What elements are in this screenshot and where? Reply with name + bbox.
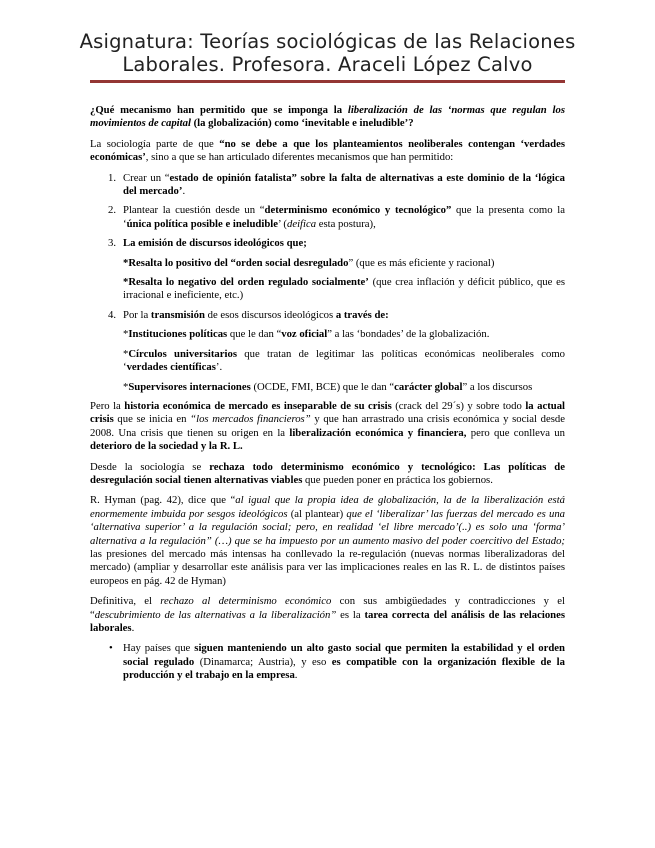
text-run: * xyxy=(123,380,129,393)
paragraph-intro xyxy=(90,138,565,165)
paragraph-crisis xyxy=(90,400,565,454)
text-run: “no se debe a que los planteamientos neoliberales contengan ‘verdades económicas’ xyxy=(90,137,565,164)
text-run: liberalización de las ‘normas que regulan los movimientos de capital xyxy=(90,104,565,130)
sub-item-3a xyxy=(90,257,565,270)
text-run: (Dinamarca; Austria), y eso xyxy=(194,655,332,668)
text-run: deifica xyxy=(287,217,317,230)
text-run: 3. xyxy=(108,237,117,250)
text-run: ” a los discursos xyxy=(462,380,533,393)
text-run: a través de: xyxy=(335,308,389,321)
text-run: *Resalta lo positivo del “ xyxy=(123,256,236,269)
text-run: 4. xyxy=(108,308,117,321)
text-run: , sino a que se han articulado diferentes mecanismos que han permitido: xyxy=(145,151,454,164)
sub-item-4b xyxy=(90,348,565,375)
text-run: * xyxy=(123,347,129,360)
text-run: tarea correcta del análisis de las relaciones laborales xyxy=(90,608,566,634)
text-run: que tratan de legitimar las políticas económicas neoliberales como ‘ xyxy=(123,347,565,374)
text-run: voz oficial xyxy=(281,328,328,341)
text-run: Crear un “ xyxy=(123,171,170,184)
paragraph-conclusion xyxy=(90,595,565,635)
text-run: siguen manteniendo un alto gasto social que permiten la estabilidad y el orden social regulado xyxy=(123,642,565,668)
text-run: que pueden poner en práctica los gobiernos. xyxy=(302,473,493,486)
text-run: rechaza todo determinismo económico y tecnológico: Las políticas de desregulación social tienen alternativas viables xyxy=(90,460,565,486)
text-run: Hay países que xyxy=(123,642,195,655)
text-run: historia económica de mercado es inseparable de su crisis xyxy=(124,399,392,412)
text-run: que se inicia en xyxy=(113,413,191,426)
text-run: orden social desregulado xyxy=(235,256,349,269)
text-run: que el ‘liberalizar’ las fuerzas del mercado es una ‘alternativa superior’ a la regulación social; pero, en realidad ‘el libre mercado’(..) es solo una ‘forma’ alternativa a la regulación” (…) que se ha impuesto por un aumento masivo del poder coercitivo del Estado; xyxy=(90,507,566,547)
header-line-2: Laborales. Profesora. Araceli López Calvo xyxy=(122,53,533,76)
text-run: de esos discursos ideológicos xyxy=(204,308,336,321)
text-run: ’ ( xyxy=(278,217,287,230)
question-heading xyxy=(90,104,565,131)
text-run: (OCDE, FMI, BCE) que le dan “ xyxy=(250,380,395,393)
text-run: esta postura), xyxy=(316,217,376,230)
text-run: “los mercados financieros” xyxy=(190,413,311,426)
header-line-1: Asignatura: Teorías sociológicas de las Relaciones xyxy=(79,30,576,53)
text-run: descubrimiento de las alternativas a la liberalización” xyxy=(94,608,337,621)
list-item-3 xyxy=(90,237,565,250)
text-run: ¿Qué mecanismo han permitido que se imponga la xyxy=(90,104,348,116)
list-item-2 xyxy=(90,204,565,231)
page-header xyxy=(60,30,595,76)
text-run: Plantear la cuestión desde un “ xyxy=(123,204,265,217)
text-run: carácter global xyxy=(394,380,463,393)
text-run: al igual que la propia idea de globalización, la de la liberalización está enormemente imbuida por sesgos ideológicos xyxy=(90,494,566,520)
text-run: (que crea inflación y déficit público, que es irracional e ineficiente, etc.) xyxy=(123,276,565,302)
text-run: * xyxy=(123,328,129,341)
bullet-dot-icon: • xyxy=(109,642,113,655)
text-run: . xyxy=(294,669,298,682)
text-run: (crack del 29´s) y sobre todo xyxy=(391,399,526,412)
text-run: la actual crisis xyxy=(90,399,566,426)
text-run: determinismo económico y tecnológico” xyxy=(264,204,452,217)
text-run: liberalización económica y financiera, xyxy=(289,426,467,439)
document-body xyxy=(90,104,565,683)
text-run: y que han arrastrado una crisis económica y social desde 2008. Una crisis que tienen su origen en la xyxy=(90,413,565,439)
text-run: (la globalización) como ‘inevitable e ineludible’? xyxy=(190,117,414,130)
text-run: pero que conlleva un xyxy=(466,426,565,439)
sub-item-4c xyxy=(90,381,565,394)
text-run: R. Hyman (pag. 42), dice que “ xyxy=(90,494,236,507)
text-run: deterioro de la sociedad y la R. L. xyxy=(90,440,243,453)
text-run: 2. xyxy=(108,204,117,217)
text-run: 1. xyxy=(108,171,117,184)
mechanisms-list xyxy=(90,172,565,394)
text-run: La sociología parte de que xyxy=(90,137,220,150)
text-run: que le dan “ xyxy=(227,328,282,341)
list-item-1 xyxy=(90,172,565,199)
text-run: Supervisores internaciones xyxy=(128,380,251,393)
text-run: Definitiva, el xyxy=(90,595,161,608)
text-run: es la xyxy=(336,608,365,621)
bullet-item xyxy=(90,642,565,682)
text-run: Círculos universitarios xyxy=(128,347,237,360)
sub-item-3b xyxy=(90,276,565,303)
list-item-4 xyxy=(90,309,565,322)
text-run: rechazo al determinismo económico xyxy=(160,595,332,608)
text-run: es compatible con la organización flexible de la producción y el trabajo en la empresa xyxy=(123,655,565,682)
text-run: Desde la sociología se xyxy=(90,460,210,473)
text-run: verdades científicas xyxy=(126,361,216,374)
paragraph-sociology xyxy=(90,461,565,488)
text-run: La emisión de discursos ideológicos que; xyxy=(123,237,307,250)
sub-item-4a xyxy=(90,328,565,341)
text-run: estado de opinión fatalista” sobre la falta de alternativas a este dominio de la ‘lógica del mercado’ xyxy=(123,171,565,198)
text-run: . xyxy=(182,185,186,198)
text-run: que la presenta como la ‘ xyxy=(123,204,565,230)
text-run: . xyxy=(131,622,135,634)
text-run: Pero la xyxy=(90,399,125,412)
text-run: con sus ambigüedades y contradicciones y el “ xyxy=(90,595,566,621)
text-run: ” a las ‘bondades’ de la globalización. xyxy=(327,328,490,341)
paragraph-hyman xyxy=(90,494,565,588)
text-run: Instituciones políticas xyxy=(128,328,228,341)
text-run: única política posible e ineludible xyxy=(126,217,278,230)
text-run: ” (que es más eficiente y racional) xyxy=(348,256,495,269)
text-run: Por la xyxy=(123,308,151,321)
text-run: las presiones del mercado más intensas ha conllevado la re-regulación (nuevas normas liberalizadoras del mercado) (ampliar y desarrollar este análisis para ver las implicaciones reales en las R. L. de distintos países europeos en pág. 42 de Hyman) xyxy=(90,547,565,587)
text-run: (al plantear) xyxy=(287,507,347,520)
text-run: ’. xyxy=(215,361,223,374)
text-run: transmisión xyxy=(150,308,205,321)
header-divider xyxy=(90,80,565,83)
text-run: *Resalta lo negativo del orden regulado socialmente’ xyxy=(123,276,369,289)
